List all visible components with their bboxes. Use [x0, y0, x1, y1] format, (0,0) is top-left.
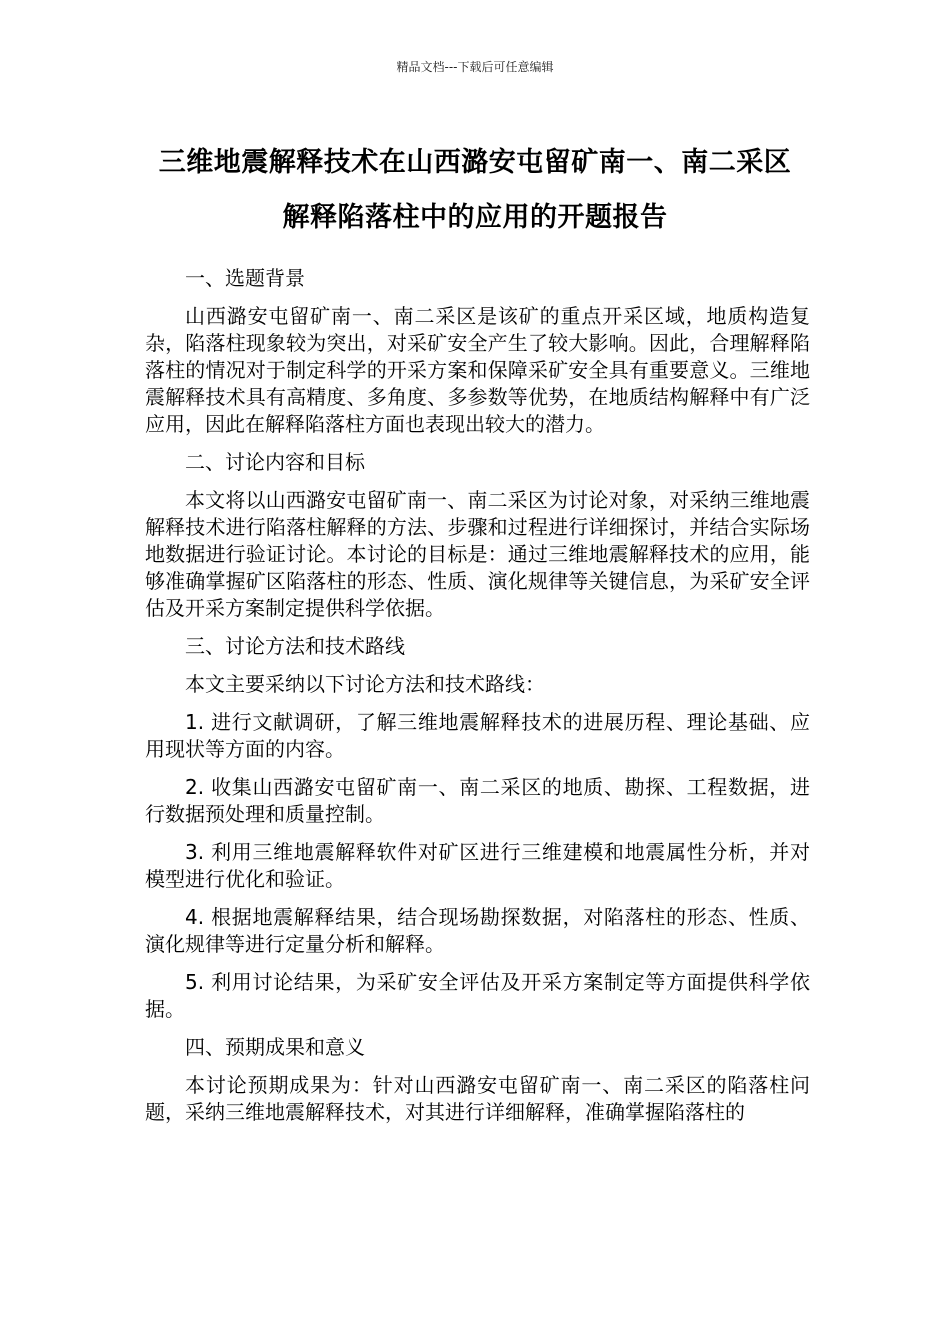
section-heading-background: 一、选题背景 [185, 266, 305, 290]
section-heading-expected-results: 四、预期成果和意义 [185, 1035, 365, 1059]
method-item-2: 2. 收集山西潞安屯留矿南一、南二采区的地质、勘探、工程数据，进行数据预处理和质量控制。 [145, 775, 810, 826]
document-title-line-2: 解释陷落柱中的应用的开题报告 [282, 202, 668, 233]
method-item-3: 3. 利用三维地震解释软件对矿区进行三维建模和地震属性分析，并对模型进行优化和验证。 [145, 840, 810, 891]
paragraph-background: 山西潞安屯留矿南一、南二采区是该矿的重点开采区域，地质构造复杂，陷落柱现象较为突出，对采矿安全产生了较大影响。因此，合理解释陷落柱的情况对于制定科学的开采方案和保障采矿安全具有重要意义。三维地震解释技术具有高精度、多角度、多参数等优势，在地质结构解释中有广泛应用，因此在解释陷落柱方面也表现出较大的潜力。 [145, 304, 810, 436]
paragraph-content-goals: 本文将以山西潞安屯留矿南一、南二采区为讨论对象，对采纳三维地震解释技术进行陷落柱解释的方法、步骤和过程进行详细探讨，并结合实际场地数据进行验证讨论。本讨论的目标是：通过三维地震解释技术的应用，能够准确掌握矿区陷落柱的形态、性质、演化规律等关键信息，为采矿安全评估及开采方案制定提供科学依据。 [145, 488, 810, 620]
document-title-line-1: 三维地震解释技术在山西潞安屯留矿南一、南二采区 [158, 147, 792, 178]
paragraph-expected-results: 本讨论预期成果为：针对山西潞安屯留矿南一、南二采区的陷落柱问题，采纳三维地震解释技术，对其进行详细解释，准确掌握陷落柱的 [145, 1073, 810, 1124]
method-item-5: 5. 利用讨论结果，为采矿安全评估及开采方案制定等方面提供科学依据。 [145, 970, 810, 1021]
section-heading-methods: 三、讨论方法和技术路线 [185, 634, 405, 658]
section-heading-content-goals: 二、讨论内容和目标 [185, 450, 365, 474]
paragraph-methods-intro: 本文主要采纳以下讨论方法和技术路线： [185, 672, 545, 696]
document-body [145, 265, 810, 1137]
header-note: 精品文档---下载后可任意编辑 [396, 60, 554, 74]
method-item-1: 1. 进行文献调研，了解三维地震解释技术的进展历程、理论基础、应用现状等方面的内容。 [145, 710, 810, 761]
method-item-4: 4. 根据地震解释结果，结合现场勘探数据，对陷落柱的形态、性质、演化规律等进行定量分析和解释。 [145, 905, 810, 956]
